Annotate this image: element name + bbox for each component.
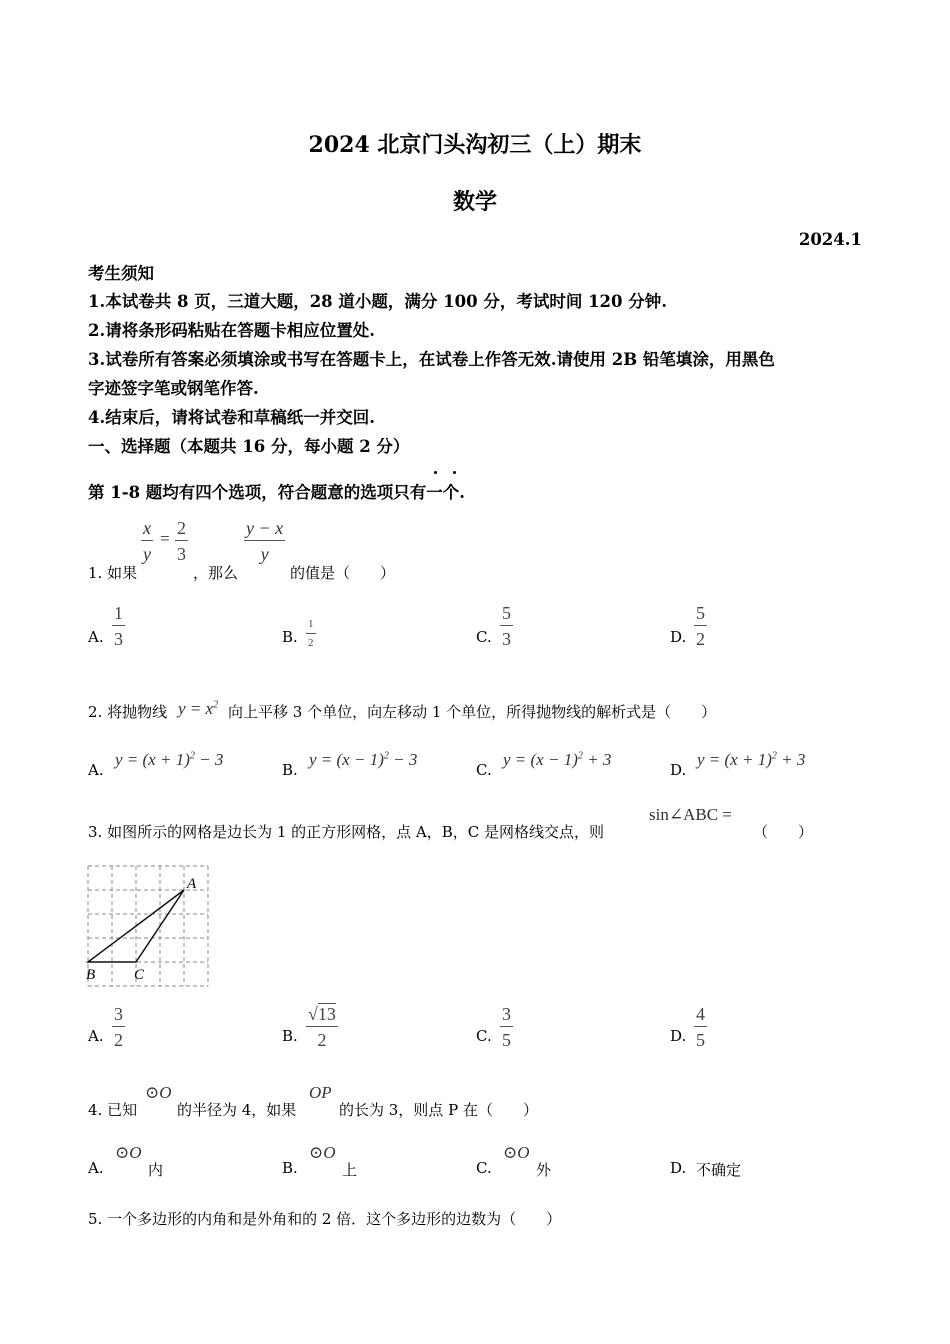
q4-mid1: 的半径为 4，如果 <box>177 1101 297 1119</box>
q3-option-b-label: B. <box>282 1027 298 1045</box>
q1-option-d-fraction: 5 2 <box>696 603 705 649</box>
q4-option-a-label: A. <box>88 1159 104 1177</box>
q5-text: 5. 一个多边形的内角和是外角和的 2 倍．这个多边形的边数为（ ） <box>88 1210 562 1228</box>
q2-parabola: $y = x^2$ <box>178 699 219 718</box>
q1-option-a-label: A. <box>88 628 104 646</box>
exam-title: 2024 北京门头沟初三（上）期末 <box>308 132 642 158</box>
point-a-label: A <box>187 876 197 892</box>
q4-option-c-label: C. <box>476 1159 492 1177</box>
q2-suffix: 向上平移 3 个单位，向左移动 1 个单位，所得抛物线的解析式是（ ） <box>228 703 717 721</box>
q3-option-d-fraction: 4 5 <box>696 1004 705 1050</box>
q4-option-b-symbol: ⊙O <box>309 1143 336 1162</box>
q3-paren: （ ） <box>753 823 814 841</box>
notice-item: 4.结束后，请将试卷和草稿纸一并交回. <box>88 408 375 427</box>
q2-option-b-expr: $y = (x - 1)^2 - 3$ <box>309 750 418 769</box>
subject-title: 数学 <box>452 189 497 215</box>
q2-option-d-expr: $y = (x + 1)^2 + 3$ <box>697 750 806 769</box>
q1-condition-eq: = <box>160 529 170 548</box>
q4-option-d-word: 不确定 <box>696 1161 742 1179</box>
q4-option-b-label: B. <box>282 1159 298 1177</box>
point-c-label: C <box>134 967 145 983</box>
q3-option-a-fraction: 3 2 <box>114 1004 123 1050</box>
q3-option-a-label: A. <box>88 1027 104 1045</box>
q2-option-a-expr: $y = (x + 1)^2 - 3$ <box>115 750 224 769</box>
q1-option-b-fraction: 1 2 <box>308 618 314 649</box>
grid-triangle-figure <box>84 862 214 992</box>
notice-heading: 考生须知 <box>88 264 154 283</box>
q2-prefix: 2. 将抛物线 <box>88 703 168 721</box>
q1-option-c-fraction: 5 3 <box>502 603 511 649</box>
exam-date: 2024.1 <box>798 230 862 249</box>
q1-mid: ，那么 <box>193 564 239 582</box>
q2-option-d-label: D. <box>670 761 687 779</box>
q1-condition-left: x y <box>143 518 151 564</box>
q3-option-c-fraction: 3 5 <box>502 1004 511 1050</box>
notice-item: 2.请将条形码粘贴在答题卡相应位置处. <box>88 321 375 340</box>
section-heading: 一、选择题（本题共 16 分，每小题 2 分） <box>88 437 410 456</box>
point-b-label: B <box>86 967 96 983</box>
q4-option-b-word: 上 <box>342 1161 358 1179</box>
q2-option-c-expr: $y = (x - 1)^2 + 3$ <box>503 750 612 769</box>
emphasis-dot <box>453 471 456 474</box>
q2-option-b-label: B. <box>282 761 298 779</box>
q1-suffix: 的值是（ ） <box>290 564 396 582</box>
q1-option-d-label: D. <box>670 628 687 646</box>
q1-option-b-label: B. <box>282 628 298 646</box>
q4-prefix: 4. 已知 <box>88 1101 138 1119</box>
notice-item: 1.本试卷共 8 页，三道大题，28 道小题，满分 100 分，考试时间 120 分钟. <box>88 292 668 311</box>
notice-item: 3.试卷所有答案必须填涂或书写在答题卡上，在试卷上作答无效.请使用 2B 铅笔填涂，用黑色 <box>88 350 775 369</box>
q4-option-c-symbol: ⊙O <box>503 1143 530 1162</box>
emphasis-dot <box>434 471 437 474</box>
q1-option-a-fraction: 1 3 <box>114 603 123 649</box>
q1-condition-right: 2 3 <box>177 518 186 564</box>
q4-circle-symbol: ⊙O <box>145 1083 172 1102</box>
q3-expression: sin∠ABC = <box>649 805 732 824</box>
q1-prefix: 1. 如果 <box>88 564 138 582</box>
q1-option-c-label: C. <box>476 628 492 646</box>
q4-option-a-symbol: ⊙O <box>115 1143 142 1162</box>
section-instruction: 第 1-8 题均有四个选项，符合题意的选项只有一个. <box>88 483 466 502</box>
q2-option-a-label: A. <box>88 761 104 779</box>
q3-option-c-label: C. <box>476 1027 492 1045</box>
q3-option-b-fraction: √13 2 <box>308 1004 336 1050</box>
q3-text: 3. 如图所示的网格是边长为 1 的正方形网格，点 A，B，C 是网格线交点，则 <box>88 823 605 841</box>
q4-mid2: 的长为 3，则点 P 在（ ） <box>339 1101 538 1119</box>
q4-segment: OP <box>309 1083 332 1102</box>
q2-option-c-label: C. <box>476 761 492 779</box>
q3-option-d-label: D. <box>670 1027 687 1045</box>
notice-item: 字迹签字笔或钢笔作答. <box>88 379 259 398</box>
q4-option-d-label: D. <box>670 1159 687 1177</box>
q4-option-a-word: 内 <box>148 1161 164 1179</box>
q4-option-c-word: 外 <box>536 1161 552 1179</box>
q1-expression: y − x y <box>246 518 284 564</box>
